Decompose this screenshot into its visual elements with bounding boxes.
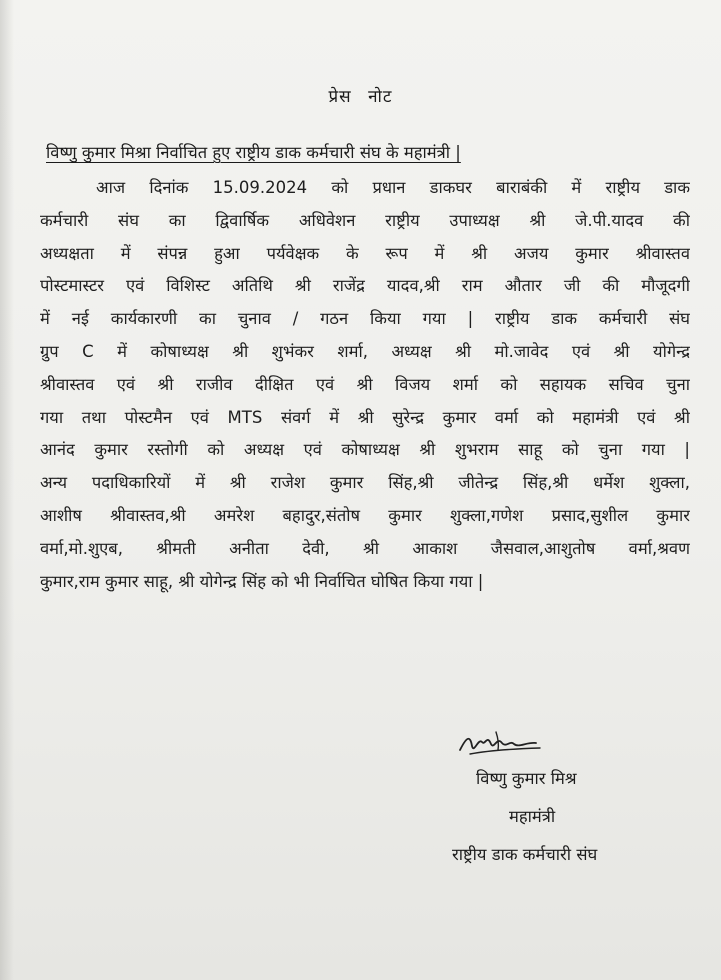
body-line: आनंद कुमार रस्तोगी को अध्यक्ष एवं कोषाध्यक्ष श्री शुभराम साहू को चुना गया | — [40, 440, 690, 460]
body-line: श्रीवास्तव एवं श्री राजीव दीक्षित एवं श्री विजय शर्मा को सहायक सचिव चुना — [40, 374, 690, 394]
document-subject: विष्णु कुमार मिश्रा निर्वाचित हुए राष्ट्रीय डाक कर्मचारी संघ के महामंत्री | — [46, 143, 461, 162]
body-line: पोस्टमास्टर एवं विशिस्ट अतिथि श्री राजेंद्र यादव,श्री राम औतार जी की मौजूदगी — [40, 276, 690, 296]
page-edge-shadow — [0, 0, 14, 980]
signatory-organization: राष्ट्रीय डाक कर्मचारी संघ — [452, 845, 598, 864]
handwritten-signature — [456, 724, 546, 764]
signatory-title: महामंत्री — [509, 807, 556, 826]
body-line: ग्रुप C में कोषाध्यक्ष श्री शुभंकर शर्मा, अध्यक्ष श्री मो.जावेद एवं श्री योगेन्द्र — [40, 341, 690, 361]
body-line: गया तथा पोस्टमैन एवं MTS संवर्ग में श्री सुरेन्द्र कुमार वर्मा को महामंत्री एवं श्री — [40, 407, 690, 427]
document-heading: प्रेस नोट — [328, 87, 393, 107]
body-line: आज दिनांक 15.09.2024 को प्रधान डाकघर बाराबंकी में राष्ट्रीय डाक — [96, 178, 690, 197]
body-line: कुमार,राम कुमार साहू, श्री योगेन्द्र सिंह को भी निर्वाचित घोषित किया गया | — [40, 571, 484, 591]
signatory-name: विष्णु कुमार मिश्र — [476, 769, 577, 788]
body-line: वर्मा,मो.शुएब, श्रीमती अनीता देवी, श्री आकाश जैसवाल,आशुतोष वर्मा,श्रवण — [40, 538, 690, 558]
body-line: अन्य पदाधिकारियों में श्री राजेश कुमार सिंह,श्री जीतेन्द्र सिंह,श्री धर्मेश शुक्ला, — [40, 473, 690, 493]
body-line: आशीष श्रीवास्तव,श्री अमरेश बहादुर,संतोष कुमार शुक्ला,गणेश प्रसाद,सुशील कुमार — [40, 505, 690, 525]
body-line: में नई कार्यकारणी का चुनाव / गठन किया गया | राष्ट्रीय डाक कर्मचारी संघ — [40, 309, 690, 329]
body-line: अध्यक्षता में संपन्न हुआ पर्यवेक्षक के रूप में श्री अजय कुमार श्रीवास्तव — [40, 243, 690, 263]
body-line: कर्मचारी संघ का द्विवार्षिक अधिवेशन राष्ट्रीय उपाध्यक्ष श्री जे.पी.यादव की — [40, 210, 690, 230]
body-paragraph — [40, 172, 690, 598]
